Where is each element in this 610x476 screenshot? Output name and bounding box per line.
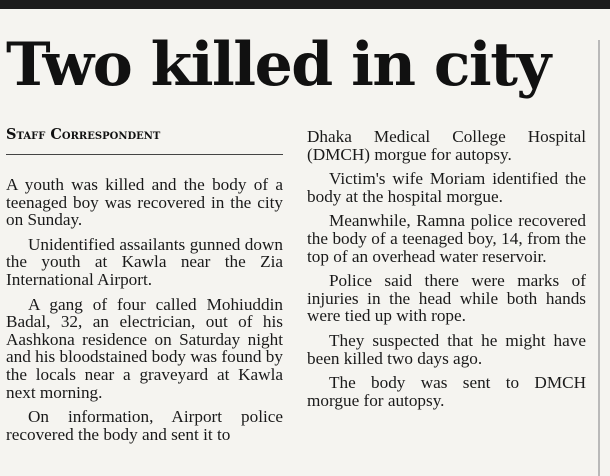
paragraph: A youth was killed and the body of a teenaged boy was recovered in the city on Sunday. [6, 175, 283, 230]
paragraph: On information, Airport police recovered the body and sent it to [6, 407, 283, 444]
paragraph: The body was sent to DMCH morgue for autopsy. [307, 373, 586, 410]
left-column [6, 176, 283, 450]
right-column [307, 128, 586, 416]
paragraph: Meanwhile, Ramna police recovered the body of a teenaged boy, 14, from the top of an overhead water reservoir. [307, 211, 586, 266]
paragraph-continuation: Dhaka Medical College Hospital (DMCH) morgue for autopsy. [307, 127, 586, 164]
byline-rule [6, 154, 283, 155]
article-headline: Two killed in city [6, 30, 550, 100]
paragraph: Victim's wife Moriam identified the body at the hospital morgue. [307, 169, 586, 206]
top-rule [0, 0, 610, 9]
paragraph: Police said there were marks of injuries in the head while both hands were tied up with rope. [307, 271, 586, 326]
article-byline: Staff Correspondent [6, 126, 161, 143]
paragraph: A gang of four called Mohiuddin Badal, 32, an electrician, out of his Aashkona residence on Saturday night and his bloodstained body was found by the locals near a graveyard at Kawla next morning. [6, 294, 283, 402]
paragraph: Unidentified assailants gunned down the youth at Kawla near the Zia International Airport. [6, 234, 283, 289]
column-divider-rule [598, 40, 600, 476]
paragraph: They suspected that he might have been killed two days ago. [307, 330, 586, 368]
